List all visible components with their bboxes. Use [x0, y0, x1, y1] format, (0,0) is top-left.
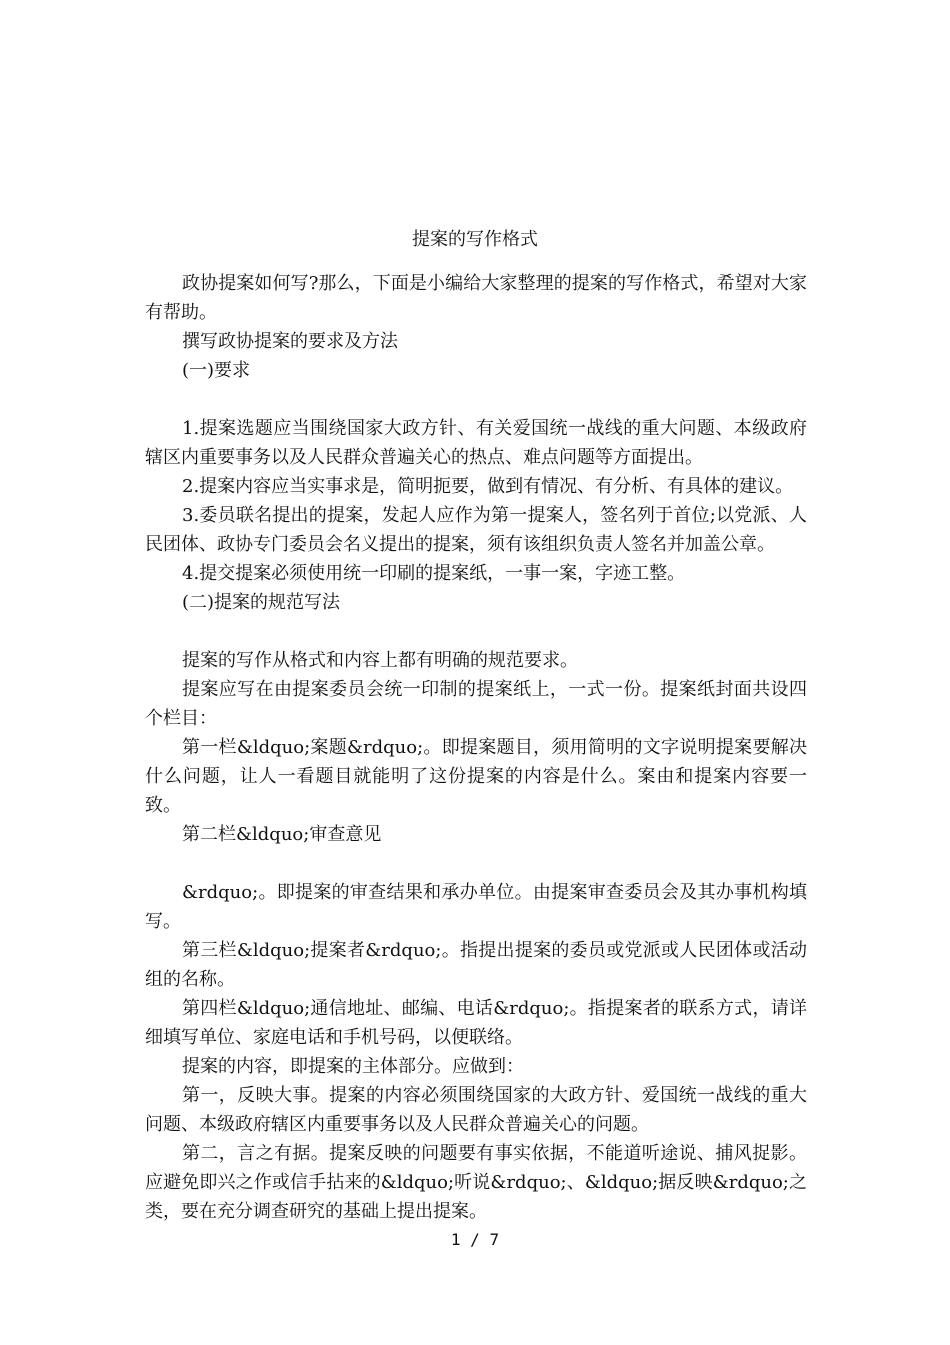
paragraph-column-2-cont: &rdquo;。即提案的审查结果和承办单位。由提案审查委员会及其办事机构填写。 [145, 882, 807, 932]
paragraph-req-4: 4.提交提案必须使用统一印刷的提案纸，一事一案，字迹工整。 [182, 563, 686, 584]
spacer [145, 385, 807, 414]
paragraph-content-intro: 提案的内容，即提案的主体部分。应做到： [182, 1056, 524, 1077]
paragraph-column-4: 第四栏&ldquo;通信地址、邮编、电话&rdquo;。指提案者的联系方式，请详细填写单位、家庭电话和手机号码，以便联络。 [145, 998, 807, 1048]
paragraph-req-1: 1.提案选题应当围绕国家大政方针、有关爱国统一战线的重大问题、本级政府辖区内重要事务以及人民群众普遍关心的热点、难点问题等方面提出。 [145, 418, 807, 468]
paragraph-form-paper: 提案应写在由提案委员会统一印制的提案纸上，一式一份。提案纸封面共设四个栏目： [145, 679, 807, 729]
paragraph-req-2: 2.提案内容应当实事求是，简明扼要，做到有情况、有分析、有具体的建议。 [182, 476, 794, 497]
paragraph-req-3: 3.委员联名提出的提案，发起人应作为第一提案人，签名列于首位;以党派、人民团体、政协专门委员会名义提出的提案，须有该组织负责人签名并加盖公章。 [145, 505, 807, 555]
document-title: 提案的写作格式 [412, 229, 538, 250]
paragraph-format-intro: 提案的写作从格式和内容上都有明确的规范要求。 [182, 650, 578, 671]
paragraph-heading-methods: 撰写政协提案的要求及方法 [182, 331, 398, 352]
paragraph-section-2: (二)提案的规范写法 [182, 592, 341, 613]
spacer [145, 617, 807, 646]
document-body [145, 269, 807, 1226]
paragraph-section-1: (一)要求 [182, 360, 251, 381]
paragraph-column-3: 第三栏&ldquo;提案者&rdquo;。指提出提案的委员或党派或人民团体或活动组的名称。 [145, 940, 807, 990]
paragraph-content-1: 第一，反映大事。提案的内容必须围绕国家的大政方针、爱国统一战线的重大问题、本级政府辖区内重要事务以及人民群众普遍关心的问题。 [145, 1085, 807, 1135]
paragraph-column-2: 第二栏&ldquo;审查意见 [182, 824, 382, 845]
page-number: 1 / 7 [450, 1230, 500, 1249]
paragraph-content-2: 第二，言之有据。提案反映的问题要有事实依据，不能道听途说、捕风捉影。应避免即兴之作或信手拈来的&ldquo;听说&rdquo;、&ldquo;据反映&rdquo;之类，要在充分调查研究的基础上提出提案。 [145, 1143, 807, 1222]
paragraph-intro: 政协提案如何写?那么，下面是小编给大家整理的提案的写作格式，希望对大家有帮助。 [145, 273, 807, 323]
paragraph-column-1: 第一栏&ldquo;案题&rdquo;。即提案题目，须用简明的文字说明提案要解决什么问题，让人一看题目就能明了这份提案的内容是什么。案由和提案内容要一致。 [145, 737, 807, 816]
spacer [145, 849, 807, 878]
